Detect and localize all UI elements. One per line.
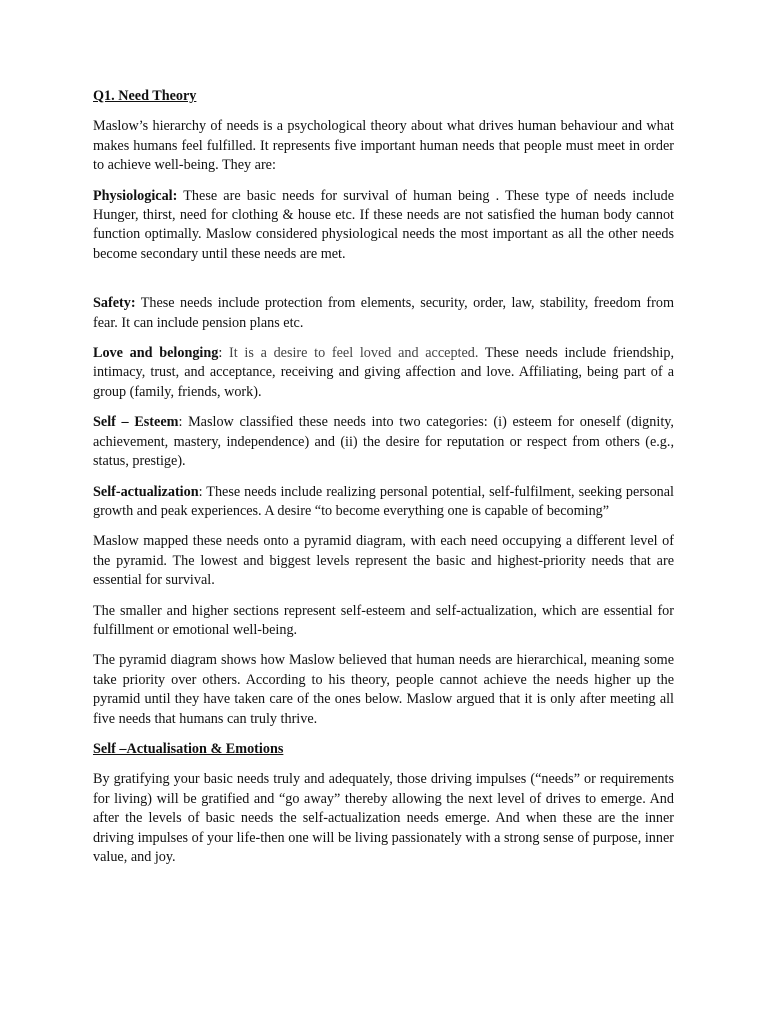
intro-paragraph: Maslow’s hierarchy of needs is a psychological theory about what drives human behaviour and what makes humans feel fulfilled. It represents five important human needs that people must meet in order to achieve well-being. They are: — [93, 118, 674, 174]
love-belonging-paragraph — [93, 344, 674, 402]
pyramid-paragraph-3: The pyramid diagram shows how Maslow believed that human needs are hierarchical, meaning some take priority over others. According to his theory, people cannot achieve the needs higher up the pyramid until they have taken care of the ones below. Maslow argued that it is only after meeting all five needs that humans can truly thrive. — [93, 652, 674, 727]
document-page — [93, 87, 674, 878]
self-actualization-text: : These needs include realizing personal potential, self-fulfilment, seeking personal growth and peak experiences. A desire “to become everything one is capable of becoming” — [93, 483, 674, 519]
pyramid-paragraph-1: Maslow mapped these needs onto a pyramid diagram, with each need occupying a different level of the pyramid. The lowest and biggest levels represent the basic and highest-priority needs that are essential for survival. — [93, 533, 674, 589]
self-esteem-paragraph — [93, 413, 674, 471]
physiological-term: Physiological: — [93, 187, 178, 204]
safety-paragraph — [93, 294, 674, 333]
heading-need-theory: Q1. Need Theory — [93, 88, 197, 104]
physiological-text: These are basic needs for survival of human being . These type of needs include Hunger, thirst, need for clothing & house etc. If these needs are not satisfied the human body cannot function optimally. Maslow considered physiological needs the most important as all the other needs become secondary until these needs are met. — [93, 187, 674, 262]
self-actualization-term: Self-actualization — [93, 483, 199, 500]
closing-paragraph: By gratifying your basic needs truly and adequately, those driving impulses (“needs” or requirements for living) will be gratified and “go away” thereby allowing the next level of drives to emerge. And after the levels of basic needs the self-actualization needs emerge. And when these are the inner driving impulses of your life-then one will be living passionately with a strong sense of purpose, inner value, and joy. — [93, 771, 674, 865]
love-belonging-soft-text: It is a desire to feel loved and accepted. — [222, 345, 479, 362]
pyramid-paragraph-2: The smaller and higher sections represent self-esteem and self-actualization, which are essential for fulfillment or emotional well-being. — [93, 602, 674, 638]
physiological-paragraph — [93, 187, 674, 265]
heading-self-actualisation-emotions: Self –Actualisation & Emotions — [93, 740, 284, 757]
safety-term: Safety: — [93, 295, 136, 312]
self-esteem-text: : Maslow classified these needs into two categories: (i) esteem for oneself (dignity, achievement, mastery, independence) and (ii) the desire for reputation or respect from others (e.g., status, prestige). — [93, 414, 674, 470]
self-esteem-term: Self – Esteem — [93, 414, 179, 431]
love-belonging-colon: : — [218, 345, 223, 362]
love-belonging-text: These needs include friendship, intimacy, trust, and acceptance, receiving and giving affection and love. Affiliating, being part of a group (family, friends, work). — [93, 345, 674, 400]
safety-text: These needs include protection from elements, security, order, law, stability, freedom from fear. It can include pension plans etc. — [93, 295, 674, 331]
self-actualization-paragraph — [93, 483, 674, 522]
love-belonging-term: Love and belonging — [93, 345, 219, 362]
